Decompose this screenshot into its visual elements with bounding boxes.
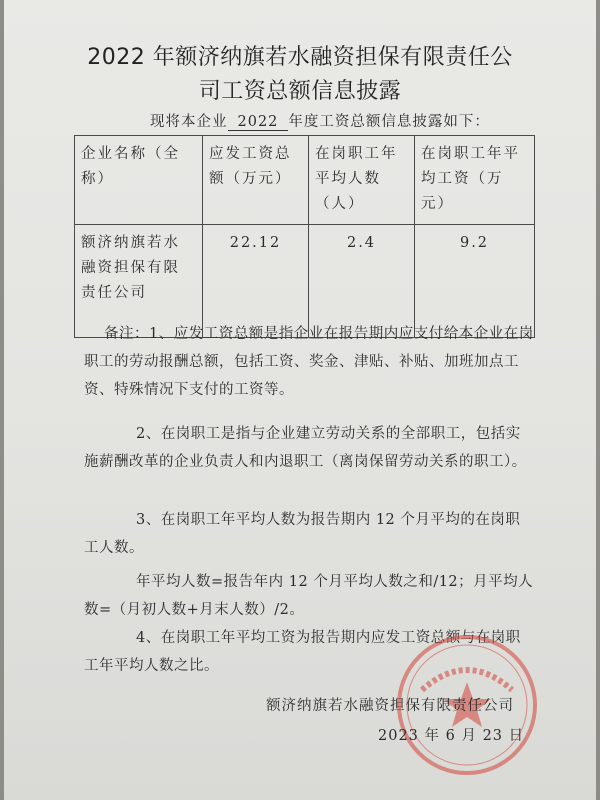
note-1: 备注：1、应发工资总额是指企业在报告期内应支付给本企业在岗职工的劳动报酬总额，包括工资、奖金、津贴、补贴、加班加点工资、特殊情况下支付的工资等。 — [84, 326, 534, 398]
cell-company-name: 额济纳旗若水融资担保有限责任公司 — [75, 225, 203, 338]
header-total-wage: 应发工资总额（万元） — [203, 136, 309, 225]
header-company-name: 企业名称（全称） — [75, 136, 203, 225]
intro-sentence — [150, 110, 490, 131]
title-line-2: 司工资总额信息披露 — [198, 79, 402, 104]
note-3-formula: 年平均人数=报告年内 12 个月平均人数之和/12；月平均人数=（月初人数+月末人数）/2。 — [84, 574, 534, 618]
signature-date: 2023 年 6 月 23 日 — [378, 728, 525, 744]
cell-avg-wage: 9.2 — [415, 225, 535, 338]
note-3: 3、在岗职工年平均人数为报告期内 12 个月平均的在岗职工人数。 — [84, 512, 521, 556]
cell-total-wage: 22.12 — [203, 225, 309, 338]
intro-year: 2022 — [228, 114, 289, 131]
title-line-1: 2022 年额济纳旗若水融资担保有限责任公 — [87, 45, 513, 70]
signature-company: 额济纳旗若水融资担保有限责任公司 — [266, 698, 514, 714]
header-avg-wage: 在岗职工年平均工资（万元） — [415, 136, 535, 225]
document-page — [4, 0, 596, 800]
cell-avg-staff: 2.4 — [309, 225, 415, 338]
note-4: 4、在岗职工年平均工资为报告期内应发工资总额与在岗职工年平均人数之比。 — [84, 630, 521, 674]
table-header-row — [75, 136, 535, 225]
intro-suffix: 年度工资总额信息披露如下： — [288, 114, 490, 130]
intro-prefix: 现将本企业 — [150, 114, 228, 130]
note-2: 2、在岗职工是指与企业建立劳动关系的全部职工，包括实施薪酬改革的企业负责人和内退职工（离岗保留劳动关系的职工）。 — [84, 426, 527, 470]
wage-table — [74, 135, 535, 338]
header-avg-staff: 在岗职工年平均人数（人） — [309, 136, 415, 225]
